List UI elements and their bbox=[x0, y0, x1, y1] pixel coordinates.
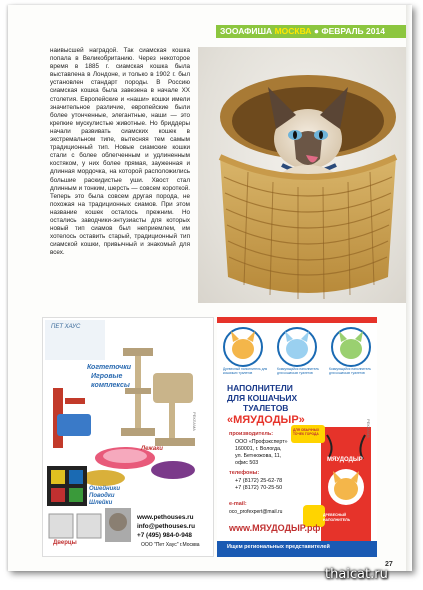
pethouse-url: www.pethouses.ru bbox=[137, 514, 194, 521]
pethouse-tagline-1: Когтеточки bbox=[87, 364, 132, 371]
email-address: oco_profexpert@mail.ru bbox=[229, 509, 283, 515]
pethouse-doors-label: Дверцы bbox=[53, 540, 77, 546]
pethouse-tagline-2: Игровые bbox=[91, 373, 123, 380]
phone-2: +7 (8172) 70-25-50 bbox=[235, 485, 283, 491]
headline-line-2: ДЛЯ КОШАЧЬИХ bbox=[227, 393, 298, 403]
site-watermark: thaicat.ru bbox=[325, 567, 388, 582]
myaudodyr-url: www.МЯУДОДЫР.рф bbox=[229, 523, 321, 533]
pethouse-ad-art bbox=[43, 318, 214, 557]
magazine-header bbox=[216, 25, 412, 38]
pethouse-email: info@pethouses.ru bbox=[137, 523, 196, 530]
producer-line-1: ООО «Профэксперт» bbox=[235, 439, 288, 445]
dealers-wanted: Ищем региональных представителей bbox=[227, 544, 330, 550]
brand-name: «МЯУДОДЫР» bbox=[227, 414, 305, 426]
myaudodyr-ad bbox=[217, 317, 377, 557]
pethouse-phone: +7 (495) 984-0-948 bbox=[137, 532, 192, 539]
pethouse-ad bbox=[42, 317, 214, 557]
cat-basket-photo bbox=[198, 47, 412, 303]
producer-label: производитель: bbox=[229, 431, 274, 437]
logo-2 bbox=[278, 328, 316, 366]
page-number: 27 bbox=[385, 561, 393, 568]
pethouse-company: ООО "Пет Хаус" г.Москва bbox=[141, 542, 200, 548]
producer-line-2: 160001, г. Вологда, bbox=[235, 446, 282, 452]
producer-line-4: офис 503 bbox=[235, 460, 259, 466]
article-body bbox=[50, 47, 190, 257]
pethouse-beds-label: Лежаки bbox=[141, 446, 163, 452]
package-subtitle: ДРЕВЕСНЫЙ НАПОЛНИТЕЛЬ bbox=[323, 513, 351, 522]
cat-photo-illustration bbox=[198, 47, 412, 303]
header-title: ЗООАФИША МОСКВА ● ФЕВРАЛЬ 2014 bbox=[220, 26, 385, 36]
myaudodyr-side-label: РЕКЛАМА bbox=[366, 419, 371, 438]
package-name: МЯУДОДЫР bbox=[327, 457, 363, 463]
email-label: e-mail: bbox=[229, 501, 247, 507]
pethouse-brand: ПЕТ ХАУС bbox=[51, 324, 81, 330]
promo-badge: ДЛЯ ОБЫЧНЫХ ТОЧЕК ГОРОДА bbox=[293, 428, 320, 436]
pethouse-tagline-3: комплексы bbox=[91, 382, 130, 389]
logo-3 bbox=[332, 328, 370, 366]
pethouse-leashes-label: Поводки bbox=[89, 493, 115, 499]
product-caption-1: Древесный наполнитель для кошачьих туалетов bbox=[223, 367, 268, 375]
logo-1 bbox=[224, 328, 262, 366]
headline-line-3: ТУАЛЕТОВ bbox=[243, 403, 289, 413]
headline-line-1: НАПОЛНИТЕЛИ bbox=[227, 383, 293, 393]
pethouse-collars-label: Ошейники bbox=[89, 486, 120, 492]
pethouse-side-label: РЕКЛАМА bbox=[192, 412, 197, 431]
phones-label: телефоны: bbox=[229, 470, 260, 476]
producer-line-3: ул. Бетнюжова, 11, bbox=[235, 453, 282, 459]
product-caption-2: Комкующийся наполнитель для кошачьих туалетов bbox=[277, 367, 319, 375]
article-paragraph: наивысшей наградой. Так сиамская кошка попала в Великобританию. Через некоторое время в 1885 г. сиамская кошка была выставлена в Лондоне, и только в 1902 г. был установлен стандарт породы. В Россию сиамская кошка была завезена в начале XX столетия. Европейские и «наши» кошки имели значительное различие, европейские были более утонченные, элегантные, наши — это крепкие мускулистые животные. Но бриддеры начали развивать сиамских кошек в экстремальном типе, вытесняя тем самым традиционный тип. Новые сиамские кошки стали с более облегченным и удлиненным костяком, у них более прямая, зауженная и длинная мордочка, на которой расположились большие раскидистые уши. Хвост стал длинным и тонким, шерсть — совсем короткой. Теперь это была совсем другая порода, не похожая на традиционных сиамов. При этом название кошек осталось прежним. Но остались заводчики-энтузиасты для которых новый тип сиамов был неприемлем, им хотелось оставить старый, традиционный тип сиамской кошки, привычный и знакомый для всех. bbox=[50, 47, 190, 257]
product-caption-3: Комкующийся наполнитель для кошачьих туалетов bbox=[329, 367, 371, 375]
magazine-page bbox=[8, 5, 412, 571]
pethouse-harness-label: Шлейки bbox=[89, 500, 113, 506]
phone-1: +7 (8172) 25-62-78 bbox=[235, 478, 283, 484]
page-edge-shading bbox=[406, 5, 412, 571]
